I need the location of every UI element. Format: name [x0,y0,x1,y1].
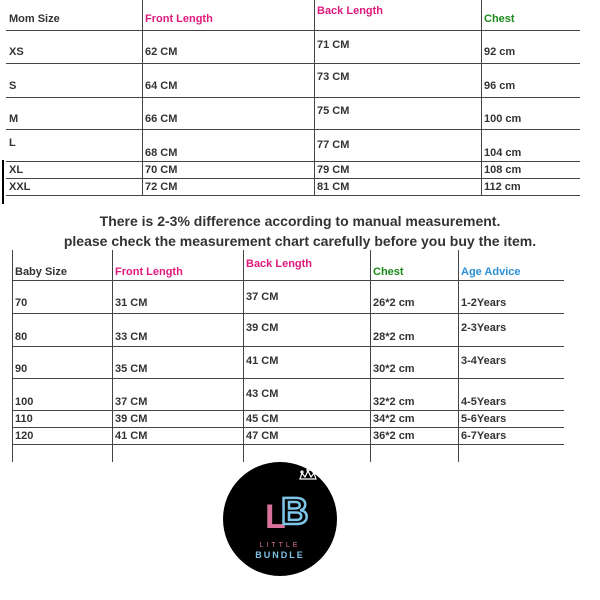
back-length-cell: 39 CM [246,322,279,334]
back-length-cell: 47 CM [246,430,279,442]
age-cell: 6-7Years [461,430,507,442]
front-length-cell: 66 CM [145,113,178,125]
size-cell: XS [9,46,24,58]
divider [12,410,564,411]
logo-graphic [223,462,337,576]
size-cell: 80 [15,331,28,343]
size-cell: 90 [15,363,28,375]
chest-cell: 92 cm [484,46,516,58]
age-cell: 3-4Years [461,355,507,367]
header-front-length: Front Length [145,13,213,25]
size-cell: 70 [15,297,28,309]
header-baby-size: Baby Size [15,266,67,278]
header-front-length: Front Length [115,266,183,278]
divider [12,378,564,379]
divider [6,63,580,64]
front-length-cell: 41 CM [115,430,148,442]
divider [243,250,244,462]
age-cell: 5-6Years [461,413,507,425]
chest-cell: 26*2 cm [373,297,415,309]
header-chest: Chest [484,13,515,25]
age-cell: 2-3Years [461,322,507,334]
divider [6,178,580,179]
header-back-length: Back Length [246,258,313,270]
chest-cell: 96 cm [484,80,516,92]
monogram-b: B [281,491,309,533]
chest-cell: 108 cm [484,164,522,176]
divider [370,250,371,462]
size-cell: 110 [15,413,33,425]
back-length-cell: 79 CM [317,164,350,176]
logo-text-bundle: BUNDLE [255,550,305,560]
size-cell: XL [9,164,24,176]
back-length-cell: 77 CM [317,139,350,151]
size-cell: 120 [15,430,34,442]
divider [12,313,564,314]
measurement-note-line-1: There is 2-3% difference according to manual measurement. [99,213,501,229]
front-length-cell: 35 CM [115,363,148,375]
front-length-cell: 68 CM [145,147,178,159]
divider [6,161,580,162]
divider [12,280,564,281]
divider [6,30,580,31]
divider [458,250,459,462]
age-cell: 1-2Years [461,297,507,309]
divider [2,160,4,204]
back-length-cell: 71 CM [317,39,350,51]
front-length-cell: 37 CM [115,396,148,408]
size-cell: XXL [9,181,31,193]
size-cell: S [9,80,17,92]
size-cell: 100 [15,396,34,408]
divider [12,427,564,428]
chest-cell: 100 cm [484,113,522,125]
front-length-cell: 33 CM [115,331,148,343]
front-length-cell: 64 CM [145,80,178,92]
size-cell: M [9,113,19,125]
header-back-length: Back Length [317,5,384,17]
logo-text-little: LITTLE [259,542,301,549]
divider [6,129,580,130]
divider [12,250,13,462]
size-cell: L [9,137,16,149]
back-length-cell: 75 CM [317,105,350,117]
divider [6,195,580,196]
back-length-cell: 41 CM [246,355,279,367]
little-bundle-logo [223,462,337,576]
divider [12,346,564,347]
front-length-cell: 39 CM [115,413,148,425]
chest-cell: 36*2 cm [373,430,415,442]
crown-icon [300,469,316,479]
monogram-l: L [265,498,286,536]
front-length-cell: 62 CM [145,46,178,58]
front-length-cell: 72 CM [145,181,178,193]
chest-cell: 104 cm [484,147,522,159]
divider [6,97,580,98]
chest-cell: 32*2 cm [373,396,415,408]
divider [314,0,315,196]
back-length-cell: 81 CM [317,181,350,193]
back-length-cell: 73 CM [317,71,350,83]
header-mom-size: Mom Size [9,13,60,25]
divider [112,250,113,462]
divider [142,0,143,196]
divider [12,444,564,445]
header-age-advice: Age Advice [461,266,521,278]
front-length-cell: 31 CM [115,297,148,309]
chest-cell: 30*2 cm [373,363,415,375]
measurement-note-line-2: please check the measurement chart carefully before you buy the item. [63,233,537,249]
back-length-cell: 37 CM [246,291,279,303]
divider [481,0,482,196]
header-chest: Chest [373,266,404,278]
chest-cell: 112 cm [484,181,521,193]
chest-cell: 34*2 cm [373,413,415,425]
front-length-cell: 70 CM [145,164,178,176]
chest-cell: 28*2 cm [373,331,415,343]
back-length-cell: 45 CM [246,413,279,425]
age-cell: 4-5Years [461,396,507,408]
back-length-cell: 43 CM [246,388,279,400]
